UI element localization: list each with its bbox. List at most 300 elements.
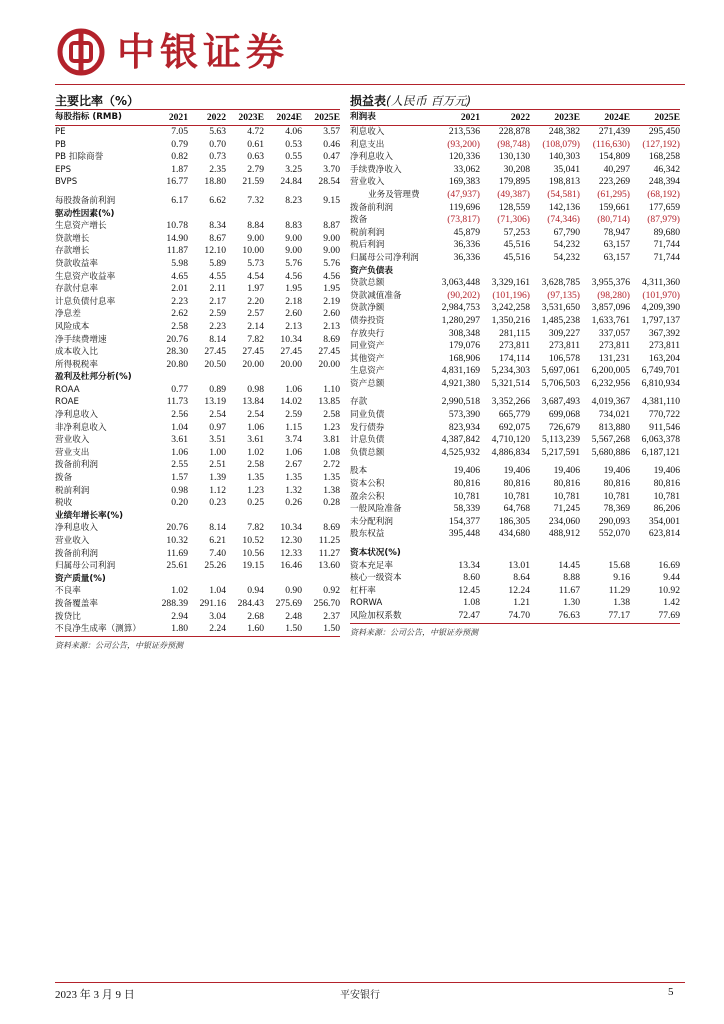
value-cell: 71,744 <box>653 251 680 263</box>
value-cell: 5,706,503 <box>541 377 580 389</box>
value-cell: 25.61 <box>166 560 188 572</box>
value-cell: 1.57 <box>171 472 188 484</box>
value-cell: 4.65 <box>171 270 188 282</box>
value-cell: 30,208 <box>503 163 530 175</box>
value-cell: 1.02 <box>247 446 264 458</box>
value-cell: 823,934 <box>448 421 480 433</box>
boc-logo-icon <box>57 28 105 76</box>
value-cell: (90,202) <box>447 289 480 301</box>
value-cell: 142,136 <box>548 201 580 213</box>
row-label: 生息资产 <box>350 366 385 377</box>
value-cell <box>430 265 480 278</box>
table-row <box>350 214 680 227</box>
table-row <box>350 378 680 391</box>
value-cell: 11.27 <box>318 547 340 559</box>
value-cell: 18.80 <box>204 176 226 188</box>
ratios-title: 主要比率（%） <box>55 92 340 110</box>
value-cell: 10.56 <box>242 547 264 559</box>
footer-rule <box>55 982 685 983</box>
value-cell: 0.97 <box>209 421 226 433</box>
value-cell: 10,781 <box>453 490 480 502</box>
value-cell: 14.02 <box>280 396 302 408</box>
value-cell: 71,245 <box>553 503 580 515</box>
row-label: 未分配利润 <box>350 516 393 527</box>
value-cell: 726,679 <box>548 421 580 433</box>
value-cell: 0.73 <box>209 151 226 163</box>
table-row <box>350 302 680 315</box>
value-cell: (54,581) <box>547 188 580 200</box>
value-cell: (108,079) <box>542 138 580 150</box>
value-cell: 4.06 <box>285 126 302 137</box>
value-cell: 54,232 <box>553 239 580 251</box>
value-cell: 1.06 <box>285 383 302 395</box>
value-cell: 3,628,785 <box>541 277 580 289</box>
value-cell: 0.89 <box>209 383 226 395</box>
row-label: 拨备覆盖率 <box>55 598 98 609</box>
value-cell: (116,630) <box>592 138 630 150</box>
value-cell: 80,816 <box>603 478 630 490</box>
column-header-year: 2021 <box>150 110 188 126</box>
value-cell: 4.54 <box>247 270 264 282</box>
row-label: 净利息收入 <box>55 523 98 534</box>
value-cell: 12.30 <box>280 535 302 546</box>
value-cell: 64,768 <box>503 503 530 515</box>
page-header <box>55 22 685 82</box>
row-label: 营业支出 <box>55 447 90 458</box>
row-label: ROAA <box>55 384 80 395</box>
value-cell: 6,200,005 <box>591 365 630 377</box>
value-cell: (80,714) <box>597 214 630 226</box>
value-cell: 4,311,360 <box>641 277 680 289</box>
table-row <box>350 396 680 409</box>
value-cell <box>226 510 264 523</box>
table-row <box>55 371 340 384</box>
value-cell: 1.04 <box>209 585 226 597</box>
value-cell: 45,879 <box>453 226 480 238</box>
value-cell: 256.70 <box>313 597 340 609</box>
row-label: 贷款增长 <box>55 233 90 244</box>
table-row <box>350 277 680 290</box>
value-cell: 4,921,380 <box>441 377 480 389</box>
value-cell: 78,369 <box>603 503 630 515</box>
value-cell: 8.67 <box>209 232 226 244</box>
value-cell: 1.23 <box>247 484 264 496</box>
value-cell: 248,382 <box>548 126 580 137</box>
row-label: 债券投资 <box>350 315 385 326</box>
value-cell: 2.54 <box>209 409 226 421</box>
value-cell: 4,381,110 <box>641 396 680 408</box>
value-cell: 1.08 <box>323 446 340 458</box>
value-cell: 3,687,493 <box>541 396 580 408</box>
value-cell: 2.54 <box>247 409 264 421</box>
value-cell: 2.23 <box>209 320 226 332</box>
row-label: 不良率 <box>55 586 81 597</box>
value-cell: 76.63 <box>530 610 580 623</box>
table-row <box>55 258 340 271</box>
value-cell: 67,790 <box>553 226 580 238</box>
value-cell: 10.52 <box>242 535 264 546</box>
value-cell: 186,305 <box>498 515 530 527</box>
value-cell: 58,339 <box>453 503 480 515</box>
value-cell: 8.87 <box>323 220 340 232</box>
table-row <box>55 139 340 152</box>
value-cell <box>430 547 480 560</box>
value-cell: 3,955,376 <box>591 277 630 289</box>
value-cell: 354,001 <box>648 515 680 527</box>
table-row <box>55 510 340 523</box>
value-cell: 80,816 <box>653 478 680 490</box>
footer-company: 平安银行 <box>340 990 380 1001</box>
value-cell: 5.73 <box>247 257 264 269</box>
value-cell <box>264 371 302 384</box>
value-cell: 9.15 <box>323 194 340 206</box>
value-cell: 367,392 <box>648 327 680 339</box>
value-cell: 6,232,956 <box>591 377 630 389</box>
value-cell: 169,383 <box>448 176 480 188</box>
value-cell: 72.47 <box>430 610 480 623</box>
value-cell: 19,406 <box>553 465 580 477</box>
value-cell: 2.67 <box>285 459 302 471</box>
table-row <box>350 572 680 585</box>
value-cell: 46,342 <box>653 163 680 175</box>
section-heading: 资本状况(%) <box>350 548 401 558</box>
table-row <box>55 434 340 447</box>
value-cell: 1.80 <box>150 623 188 636</box>
value-cell: 54,232 <box>553 251 580 263</box>
value-cell: 6,810,934 <box>641 377 680 389</box>
value-cell: 2.57 <box>247 308 264 320</box>
table-row <box>350 447 680 460</box>
value-cell: 1.35 <box>247 472 264 484</box>
table-row <box>350 365 680 378</box>
value-cell: 19,406 <box>603 465 630 477</box>
row-label: 拨备 <box>350 215 368 226</box>
row-label: 净利息收入 <box>350 152 393 163</box>
value-cell: 9.00 <box>323 232 340 244</box>
row-label: 贷款总额 <box>350 278 385 289</box>
value-cell: 2.62 <box>171 308 188 320</box>
table-row <box>55 321 340 334</box>
value-cell: 911,546 <box>649 421 680 433</box>
table-row <box>55 195 340 208</box>
value-cell <box>188 510 226 523</box>
value-cell: 12.10 <box>204 245 226 257</box>
value-cell: 2.11 <box>209 283 226 295</box>
value-cell: 573,390 <box>448 409 480 421</box>
value-cell: 1.38 <box>613 597 630 609</box>
value-cell: 271,439 <box>598 126 630 137</box>
row-label: 一般风险准备 <box>350 504 402 515</box>
table-row <box>55 308 340 321</box>
footer-date: 2023 年 3 月 9 日 <box>55 989 135 1001</box>
value-cell: 19,406 <box>503 465 530 477</box>
value-cell: 2,984,753 <box>441 302 480 314</box>
table-row <box>55 522 340 535</box>
value-cell <box>150 208 188 221</box>
value-cell <box>630 547 680 560</box>
value-cell: 10,781 <box>653 490 680 502</box>
value-cell: 813,880 <box>598 421 630 433</box>
value-cell: 4,209,390 <box>641 302 680 314</box>
table-row <box>350 478 680 491</box>
value-cell: 1.02 <box>171 585 188 597</box>
value-cell: 2.14 <box>247 320 264 332</box>
value-cell: 13.34 <box>458 559 480 571</box>
value-cell: 1.30 <box>563 597 580 609</box>
column-header-year: 2022 <box>480 110 530 126</box>
section-heading: 盈利及杜邦分析(%) <box>55 372 132 383</box>
column-header-year: 2021 <box>430 110 480 126</box>
value-cell: 10.34 <box>280 333 302 345</box>
value-cell: 6.17 <box>171 194 188 206</box>
value-cell: 295,450 <box>648 126 680 137</box>
value-cell: 1,485,238 <box>541 314 580 326</box>
value-cell: 0.61 <box>247 138 264 150</box>
value-cell: 3.25 <box>285 163 302 175</box>
value-cell: 434,680 <box>498 528 530 540</box>
value-cell: 0.25 <box>247 497 264 509</box>
table-row <box>55 346 340 359</box>
value-cell: 1.06 <box>247 421 264 433</box>
value-cell <box>226 208 264 221</box>
value-cell: 40,297 <box>603 163 630 175</box>
value-cell: 5.63 <box>209 126 226 137</box>
value-cell: 2.48 <box>285 610 302 622</box>
table-row <box>350 202 680 215</box>
value-cell: 179,076 <box>448 340 480 352</box>
value-cell: 1.97 <box>247 283 264 295</box>
value-cell: 3.61 <box>247 434 264 446</box>
value-cell: 1,633,761 <box>591 314 630 326</box>
value-cell: 25.26 <box>204 560 226 572</box>
row-label: 发行债券 <box>350 422 385 433</box>
value-cell: 7.82 <box>247 522 264 534</box>
row-label: PB <box>55 139 67 150</box>
value-cell: (98,280) <box>597 289 630 301</box>
value-cell: 4,387,842 <box>441 434 480 446</box>
value-cell: 5.89 <box>209 257 226 269</box>
value-cell <box>302 208 340 221</box>
value-cell: 1.06 <box>285 446 302 458</box>
value-cell: 488,912 <box>548 528 580 540</box>
value-cell: 159,661 <box>598 201 630 213</box>
section-heading: 业绩年增长率(%) <box>55 510 124 521</box>
value-cell: 7.40 <box>209 547 226 559</box>
value-cell <box>630 265 680 278</box>
value-cell <box>226 371 264 384</box>
row-label: 所得税税率 <box>55 359 98 370</box>
value-cell: (127,192) <box>642 138 680 150</box>
value-cell: 163,204 <box>648 352 680 364</box>
row-label: PE <box>55 127 66 137</box>
value-cell: 12.33 <box>280 547 302 559</box>
value-cell: 2.59 <box>285 409 302 421</box>
value-cell: 77.17 <box>580 610 630 623</box>
value-cell: (47,937) <box>447 188 480 200</box>
value-cell: (68,192) <box>647 188 680 200</box>
value-cell: 9.00 <box>285 245 302 257</box>
value-cell: 3.81 <box>323 434 340 446</box>
value-cell: 177,659 <box>648 201 680 213</box>
table-row <box>350 189 680 202</box>
value-cell: 21.59 <box>242 176 264 188</box>
value-cell <box>150 510 188 523</box>
row-label: 股本 <box>350 466 368 477</box>
row-label: 存放央行 <box>350 328 385 339</box>
value-cell: 0.70 <box>209 138 226 150</box>
table-row <box>55 396 340 409</box>
income-source-note: 资料来源：公司公告，中银证券预测 <box>350 627 478 637</box>
value-cell: 10,781 <box>603 490 630 502</box>
value-cell: 63,157 <box>603 251 630 263</box>
row-label: 杠杆率 <box>350 585 376 596</box>
value-cell: 2.18 <box>285 295 302 307</box>
value-cell: 78,947 <box>603 226 630 238</box>
value-cell: 20.00 <box>280 358 302 370</box>
row-label: 存款 <box>350 397 368 408</box>
value-cell: 2.01 <box>171 283 188 295</box>
table-row <box>350 265 680 278</box>
table-row <box>350 610 680 623</box>
value-cell: 6.21 <box>209 535 226 546</box>
value-cell: 0.46 <box>323 138 340 150</box>
value-cell: 0.98 <box>247 383 264 395</box>
value-cell <box>188 208 226 221</box>
ratios-source-note: 资料来源：公司公告，中银证券预测 <box>55 640 183 650</box>
value-cell: 3,531,650 <box>541 302 580 314</box>
section-heading: 驱动性因素(%) <box>55 208 115 219</box>
value-cell: 4.56 <box>323 270 340 282</box>
value-cell: 1.35 <box>323 472 340 484</box>
value-cell: 337,057 <box>598 327 630 339</box>
value-cell: 0.98 <box>171 484 188 496</box>
value-cell: (93,200) <box>447 138 480 150</box>
value-cell: 27.45 <box>318 346 340 358</box>
value-cell: 3.51 <box>209 434 226 446</box>
value-cell: 275.69 <box>275 597 302 609</box>
value-cell: 4.56 <box>285 270 302 282</box>
value-cell: 8.69 <box>323 333 340 345</box>
value-cell: 12.45 <box>458 584 480 596</box>
ratios-panel <box>55 92 340 651</box>
row-label: 税前利润 <box>55 485 90 496</box>
value-cell: 9.16 <box>613 572 630 584</box>
column-header-label: 每股指标 (RMB) <box>55 110 150 126</box>
row-label: 核心一级资本 <box>350 573 402 584</box>
table-row <box>350 252 680 265</box>
value-cell: 19,406 <box>453 465 480 477</box>
value-cell <box>188 371 226 384</box>
value-cell: 57,253 <box>503 226 530 238</box>
row-label: 生息资产增长 <box>55 221 107 232</box>
value-cell <box>580 265 630 278</box>
row-label: 归属母公司利润 <box>55 561 116 572</box>
table-row <box>55 220 340 233</box>
row-label: 拨备前利润 <box>350 202 393 213</box>
value-cell: 10.92 <box>658 584 680 596</box>
brand-name: 中银证券 <box>117 30 290 74</box>
row-label: BVPS <box>55 177 78 188</box>
value-cell: 273,811 <box>499 340 530 352</box>
row-label: EPS <box>55 164 72 175</box>
value-cell: (101,970) <box>642 289 680 301</box>
value-cell: 291.16 <box>199 597 226 609</box>
value-cell: 9.00 <box>323 245 340 257</box>
value-cell: 0.47 <box>323 151 340 163</box>
row-label: 资产总额 <box>350 378 385 389</box>
value-cell: 12.24 <box>508 584 530 596</box>
row-label: 存款付息率 <box>55 284 98 295</box>
value-cell <box>480 265 530 278</box>
value-cell: 9.00 <box>285 232 302 244</box>
value-cell: 80,816 <box>553 478 580 490</box>
value-cell: 24.84 <box>280 176 302 188</box>
column-header-year: 2024E <box>264 110 302 126</box>
value-cell: 168,906 <box>448 352 480 364</box>
table-row <box>350 409 680 422</box>
row-label: 营业收入 <box>350 177 385 188</box>
value-cell: 120,336 <box>448 151 480 163</box>
table-row <box>350 353 680 366</box>
value-cell: 4,710,120 <box>491 434 530 446</box>
table-row <box>350 516 680 529</box>
value-cell: 6,749,701 <box>641 365 680 377</box>
value-cell: 0.23 <box>209 497 226 509</box>
value-cell: 290,093 <box>598 515 630 527</box>
table-row <box>55 497 340 510</box>
table-row <box>55 459 340 472</box>
value-cell: 7.32 <box>247 194 264 206</box>
row-label: 风险加权系数 <box>350 610 430 623</box>
income-statement-panel <box>350 92 680 638</box>
table-row <box>350 597 680 610</box>
value-cell: 2.17 <box>209 295 226 307</box>
value-cell: 7.82 <box>247 333 264 345</box>
value-cell: 2.59 <box>209 308 226 320</box>
value-cell: 154,377 <box>448 515 480 527</box>
row-label: RORWA <box>350 598 383 609</box>
value-cell: 5,113,239 <box>541 434 580 446</box>
value-cell: 4,525,932 <box>441 446 480 458</box>
row-label: 营业收入 <box>55 435 90 446</box>
value-cell: 28.30 <box>166 346 188 358</box>
value-cell: 1.23 <box>323 421 340 433</box>
table-row <box>350 585 680 598</box>
value-cell: 14.90 <box>166 232 188 244</box>
value-cell: 3,063,448 <box>441 277 480 289</box>
value-cell: 2.58 <box>247 459 264 471</box>
row-label: 资本充足率 <box>350 560 393 571</box>
value-cell: 2.20 <box>247 295 264 307</box>
value-cell: 2.58 <box>171 320 188 332</box>
value-cell: 2.24 <box>188 623 226 636</box>
income-statement-unit: (人民币 百万元) <box>386 94 472 108</box>
value-cell: 2.55 <box>171 459 188 471</box>
value-cell: 4.55 <box>209 270 226 282</box>
table-row <box>55 535 340 548</box>
value-cell <box>188 573 226 586</box>
income-statement-table <box>350 110 680 624</box>
value-cell: 168,258 <box>648 151 680 163</box>
value-cell: 1.87 <box>171 163 188 175</box>
table-row <box>350 227 680 240</box>
value-cell: 11.87 <box>166 245 188 257</box>
value-cell: 2.35 <box>209 163 226 175</box>
value-cell: 213,536 <box>448 126 480 137</box>
value-cell: 89,680 <box>653 226 680 238</box>
value-cell: 1.50 <box>302 623 340 636</box>
ratios-table <box>55 110 340 637</box>
